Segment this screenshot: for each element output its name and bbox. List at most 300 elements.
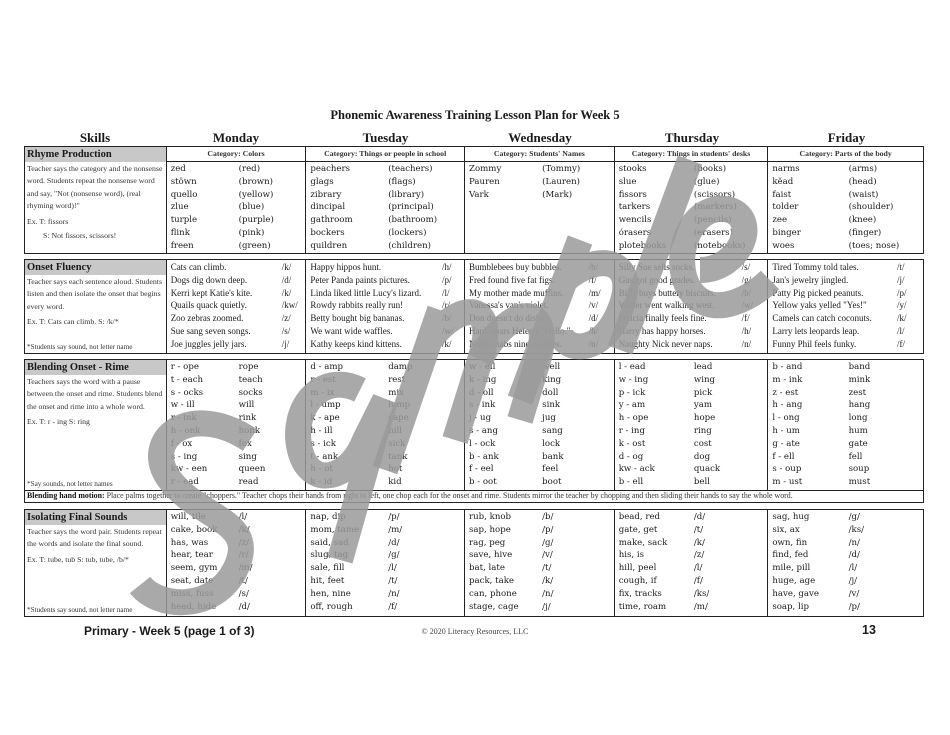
item-prompt: make, sack <box>618 537 668 548</box>
list-item <box>171 511 302 524</box>
item-prompt: freen <box>170 240 194 251</box>
item-prompt: Felicia finally feels fine. <box>618 313 707 324</box>
item-answer: /k/ <box>238 524 250 535</box>
list-item <box>469 361 610 374</box>
skill-example: Ex. T: r - ing S: ring <box>27 417 90 427</box>
item-prompt: Peter Panda paints pictures. <box>310 274 410 285</box>
day-cell-tuesday <box>306 360 465 490</box>
list-item <box>772 227 919 240</box>
item-prompt: rag, peg <box>469 537 506 548</box>
category-label: Category: Students' Names <box>465 147 614 162</box>
item-prompt: z - est <box>772 387 799 398</box>
item-prompt: Linda liked little Lucy's lizard. <box>310 287 422 298</box>
item-prompt: own, fin <box>772 537 808 548</box>
list-item <box>619 325 764 338</box>
item-prompt: tarkers <box>618 202 651 213</box>
item-answer: band <box>848 362 871 372</box>
item-prompt: Hank hears Helen's "Hello." <box>469 325 571 336</box>
list-item <box>619 227 764 240</box>
item-answer: rope <box>238 362 259 372</box>
item-answer: dog <box>693 451 711 462</box>
item-answer: lead <box>693 362 713 372</box>
list-item <box>772 511 919 524</box>
item-prompt: Fred found five fat figs. <box>469 274 555 285</box>
list-item <box>619 361 764 374</box>
list-item <box>310 299 460 312</box>
list-item <box>619 163 764 176</box>
item-prompt: We want wide waffles. <box>310 325 393 336</box>
item-prompt: y - am <box>618 400 646 411</box>
list-item <box>171 451 302 464</box>
item-answer: /z/ <box>238 537 249 548</box>
item-prompt: fix, tracks <box>618 588 662 599</box>
list-item <box>772 387 919 400</box>
list-item <box>469 524 610 537</box>
list-item <box>171 287 302 300</box>
list-item <box>469 438 610 451</box>
item-prompt: turple <box>170 215 198 226</box>
item-answer: /d/ <box>388 537 400 548</box>
item-answer: (shoulder) <box>848 202 894 213</box>
day-cell-monday <box>167 147 307 253</box>
skill-description: Teachers says the word with a pause between the onset and rime. Students blend the onset and rime into a whole word. <box>27 377 163 411</box>
list-item <box>772 374 919 387</box>
item-answer: /w/ <box>741 300 754 311</box>
item-answer: /n/ <box>848 537 860 548</box>
word-list <box>615 260 768 352</box>
day-cell-tuesday <box>306 260 465 353</box>
item-prompt: f - eel <box>469 464 494 475</box>
day-cell-wednesday <box>465 510 615 616</box>
list-item <box>310 463 460 476</box>
item-prompt: huge, age <box>772 575 816 586</box>
item-answer: (toes; nose) <box>848 240 900 251</box>
list-item <box>310 240 460 253</box>
item-prompt: h - ope <box>618 413 649 424</box>
header-thursday: Thursday <box>664 130 720 145</box>
word-list <box>167 260 306 352</box>
list-item <box>310 412 460 425</box>
list-item <box>619 438 764 451</box>
item-answer: /m/ <box>238 563 253 574</box>
list-item <box>469 451 610 464</box>
item-prompt: m - ust <box>772 477 803 488</box>
item-prompt: mom, tame <box>310 524 360 535</box>
item-answer: /k/ <box>897 313 907 324</box>
list-item <box>310 537 460 550</box>
item-prompt: órasers <box>618 227 652 238</box>
item-prompt: m - ix <box>310 387 335 398</box>
item-prompt: Funny Phil feels funky. <box>772 338 857 349</box>
item-prompt: six, ax <box>772 524 800 535</box>
item-answer: (flags) <box>388 176 416 187</box>
item-answer: /w/ <box>442 325 454 336</box>
item-answer: (green) <box>238 240 271 251</box>
list-item <box>772 399 919 412</box>
item-prompt: flink <box>170 227 190 238</box>
item-prompt: Silly Sue sells socks. <box>618 262 695 272</box>
item-answer: /g/ <box>848 512 860 522</box>
item-prompt: k - ape <box>310 413 340 424</box>
item-prompt: Quails quack quietly. <box>170 300 247 311</box>
item-prompt: Tired Tommy told tales. <box>772 262 859 272</box>
list-item <box>171 176 302 189</box>
item-answer: /b/ <box>741 287 752 298</box>
item-prompt: s - ocks <box>170 387 204 398</box>
word-list <box>768 510 923 614</box>
item-prompt: Patty Pig picked peanuts. <box>772 287 864 298</box>
item-answer: queen <box>238 464 266 475</box>
day-cell-friday <box>768 147 923 253</box>
item-answer: sing <box>238 451 257 462</box>
word-list <box>465 360 614 490</box>
item-prompt: Billy buys buttery biscuits. <box>618 287 716 298</box>
skill-cell <box>25 510 167 616</box>
list-item <box>171 274 302 287</box>
word-list <box>167 162 306 254</box>
item-answer: /f/ <box>693 575 703 586</box>
item-prompt: d - og <box>618 451 644 462</box>
item-answer: /m/ <box>588 287 601 298</box>
item-answer: (head) <box>848 176 877 187</box>
item-answer: (lockers) <box>388 227 427 238</box>
item-answer: /k/ <box>281 287 292 298</box>
page-title: Phonemic Awareness Training Lesson Plan for Week 5 <box>330 108 620 122</box>
item-prompt: s - ink <box>469 400 496 411</box>
list-item <box>469 537 610 550</box>
item-prompt: soap, lip <box>772 601 810 612</box>
list-item <box>469 601 610 614</box>
list-item <box>619 451 764 464</box>
header-skills: Skills <box>79 130 111 145</box>
skill-cell <box>25 147 167 253</box>
item-answer: /d/ <box>588 313 599 324</box>
item-prompt: kw - ack <box>618 464 655 475</box>
item-answer: (Lauren) <box>542 176 580 187</box>
item-answer: quack <box>693 464 721 475</box>
day-cell-thursday <box>615 510 769 616</box>
item-prompt: Yellow yaks yelled "Yes!" <box>772 300 867 311</box>
item-prompt: h - ot <box>310 464 333 475</box>
item-answer: (Mark) <box>542 189 573 200</box>
item-prompt: w - ell <box>469 362 496 372</box>
item-answer: (Tommy) <box>542 164 581 174</box>
item-prompt: narms <box>772 164 800 174</box>
skill-example: Ex. T: Cats can climb. S: /k/* <box>27 317 119 327</box>
item-answer: socks <box>238 387 263 398</box>
word-list <box>306 260 464 352</box>
skill-title: Isolating Final Sounds <box>25 510 166 525</box>
list-item <box>619 176 764 189</box>
item-prompt: d - oll <box>469 387 494 398</box>
list-item <box>171 476 302 489</box>
list-item <box>171 537 302 550</box>
item-prompt: pack, take <box>469 575 514 586</box>
list-item <box>310 338 460 351</box>
item-prompt: f - ell <box>772 451 795 462</box>
list-item <box>619 524 764 537</box>
item-answer: pick <box>693 387 713 398</box>
item-prompt: will, tile <box>170 512 206 522</box>
item-answer: (waist) <box>848 189 879 200</box>
item-answer: (bathroom) <box>388 215 438 226</box>
list-item <box>772 601 919 614</box>
word-list <box>167 510 306 614</box>
list-item <box>310 261 460 274</box>
item-answer: hum <box>848 425 868 436</box>
list-item <box>171 374 302 387</box>
list-item <box>469 476 610 489</box>
item-prompt: mile, pill <box>772 563 811 574</box>
item-answer: hope <box>693 413 716 424</box>
list-item <box>619 299 764 312</box>
item-prompt: kw - een <box>170 464 208 475</box>
item-answer: king <box>542 374 562 385</box>
item-answer: (notebooks) <box>693 240 746 251</box>
item-answer: wing <box>693 374 716 385</box>
category-label: Category: Parts of the body <box>768 147 923 162</box>
list-item <box>171 575 302 588</box>
item-prompt: Dogs dig down deep. <box>170 274 248 285</box>
list-item <box>619 476 764 489</box>
list-item <box>310 361 460 374</box>
item-prompt: Jan's jewelry jingled. <box>772 274 849 285</box>
word-list <box>306 162 464 254</box>
item-answer: /f/ <box>741 313 750 324</box>
item-prompt: miss, fuss <box>170 588 214 599</box>
day-cell-wednesday <box>465 360 615 490</box>
day-cell-thursday <box>615 147 769 253</box>
item-answer: well <box>542 362 561 372</box>
item-answer: /k/ <box>693 537 705 548</box>
list-item <box>772 163 919 176</box>
item-prompt: l - ong <box>772 413 800 424</box>
item-answer: hang <box>848 400 871 411</box>
item-answer: /k/ <box>542 575 554 586</box>
item-answer: /h/ <box>741 325 752 336</box>
skill-example: Ex. T: tube, tub S: tub, tube, /b/* <box>27 554 129 564</box>
footer-page-number: 13 <box>862 623 876 637</box>
day-cell-friday <box>768 260 923 353</box>
skill-example: Ex. T: fissors <box>27 216 69 226</box>
item-answer: /d/ <box>238 601 250 612</box>
list-item <box>772 575 919 588</box>
skill-title: Blending Onset - Rime <box>25 360 166 375</box>
item-prompt: f - ox <box>170 438 193 449</box>
list-item <box>171 338 302 351</box>
day-cell-thursday <box>615 360 769 490</box>
list-item <box>171 601 302 614</box>
item-prompt: h - onk <box>170 425 201 436</box>
list-item <box>310 387 460 400</box>
list-item <box>310 214 460 227</box>
list-item <box>772 261 919 274</box>
item-answer: /m/ <box>693 601 708 612</box>
item-prompt: zed <box>170 164 186 174</box>
list-item <box>171 361 302 374</box>
item-prompt: r - ope <box>170 362 199 372</box>
item-answer: (yellow) <box>238 189 274 200</box>
item-prompt: s - ang <box>469 425 498 436</box>
item-answer: soup <box>848 464 870 475</box>
day-cell-tuesday <box>306 510 465 616</box>
item-answer: /f/ <box>388 601 398 612</box>
item-prompt: p - ick <box>618 387 646 398</box>
item-answer: sang <box>542 425 563 436</box>
list-item <box>772 412 919 425</box>
item-prompt: l - ump <box>310 400 341 411</box>
list-item <box>772 240 919 253</box>
item-prompt: b - and <box>772 362 803 372</box>
list-item <box>171 463 302 476</box>
list-item <box>469 399 610 412</box>
list-item <box>171 240 302 253</box>
item-answer: (red) <box>238 164 261 174</box>
list-item <box>772 549 919 562</box>
list-item <box>619 201 764 214</box>
list-item <box>469 163 610 176</box>
item-answer: /n/ <box>741 338 752 349</box>
list-item <box>469 562 610 575</box>
item-answer: (principal) <box>388 202 434 213</box>
list-item <box>310 549 460 562</box>
list-item <box>772 201 919 214</box>
day-cell-monday <box>167 510 307 616</box>
category-label: Category: Things or people in school <box>306 147 464 162</box>
category-label: Category: Things in students' desks <box>615 147 768 162</box>
list-item <box>772 451 919 464</box>
item-prompt: kĕad <box>772 176 794 187</box>
item-answer: cape <box>388 413 409 424</box>
item-prompt: can, phone <box>469 588 517 599</box>
item-prompt: peachers <box>310 164 351 174</box>
item-prompt: wencils <box>618 215 652 226</box>
list-item <box>619 214 764 227</box>
list-item <box>469 575 610 588</box>
item-answer: /kw/ <box>281 300 298 311</box>
item-prompt: seem, gym <box>170 563 218 574</box>
item-answer: tank <box>388 451 408 462</box>
item-answer: (scissors) <box>693 189 736 200</box>
item-answer: jug <box>542 413 556 424</box>
item-answer: /t/ <box>897 262 905 272</box>
item-prompt: binger <box>772 227 801 238</box>
item-answer: teach <box>238 374 263 385</box>
item-answer: (pink) <box>238 227 265 238</box>
column-headers <box>24 130 925 146</box>
item-prompt: Betty bought big bananas. <box>310 313 405 324</box>
item-prompt: cake, book <box>170 524 218 535</box>
item-answer: honk <box>238 425 261 436</box>
footer-week-label: Primary - Week 5 (page 1 of 3) <box>84 624 255 638</box>
item-answer: fox <box>238 438 252 449</box>
item-prompt: r - ead <box>170 477 199 488</box>
list-item <box>619 562 764 575</box>
list-item <box>310 476 460 489</box>
item-prompt: quildren <box>310 240 348 251</box>
item-answer: fell <box>848 451 863 462</box>
list-item <box>772 588 919 601</box>
item-prompt: Kathy keeps kind kittens. <box>310 338 402 349</box>
item-answer: /l/ <box>848 563 858 574</box>
list-item <box>171 201 302 214</box>
skill-description: Teacher says each sentence aloud. Students listen and then isolate the onset that begins every word. <box>27 277 162 311</box>
list-item <box>469 274 610 287</box>
item-prompt: t - each <box>170 374 204 385</box>
list-item <box>171 261 302 274</box>
item-prompt: Joe juggles jelly jars. <box>170 338 247 349</box>
word-list <box>465 260 614 352</box>
item-prompt: m - ink <box>772 374 803 385</box>
item-prompt: Bumblebees buy bubbles. <box>469 262 562 272</box>
item-prompt: save, hive <box>469 550 513 561</box>
list-item <box>619 537 764 550</box>
list-item <box>171 438 302 451</box>
list-item <box>469 387 610 400</box>
item-prompt: sap, hope <box>469 524 511 535</box>
item-answer: gate <box>848 438 868 449</box>
item-answer: ring <box>693 425 712 436</box>
item-prompt: gate, get <box>618 524 658 535</box>
list-item <box>772 274 919 287</box>
list-item <box>171 562 302 575</box>
item-prompt: r - est <box>310 374 336 385</box>
item-prompt: slue <box>618 176 637 187</box>
item-prompt: k - id <box>310 477 333 488</box>
list-item <box>310 511 460 524</box>
item-answer: mink <box>848 374 871 385</box>
item-answer: kid <box>388 477 402 488</box>
list-item <box>619 412 764 425</box>
item-prompt: zee <box>772 215 788 226</box>
item-prompt: stage, cage <box>469 601 519 612</box>
list-item <box>772 476 919 489</box>
item-prompt: b - ell <box>618 477 644 488</box>
item-answer: /b/ <box>442 313 452 324</box>
list-item <box>772 463 919 476</box>
list-item <box>310 163 460 176</box>
word-list <box>768 260 923 352</box>
item-answer: hot <box>388 464 403 475</box>
item-answer: (library) <box>388 189 425 200</box>
item-answer: /f/ <box>588 274 597 285</box>
item-answer: /n/ <box>588 338 599 349</box>
item-answer: doll <box>542 387 559 398</box>
item-answer: /p/ <box>388 512 400 522</box>
list-item <box>772 562 919 575</box>
word-list <box>615 510 768 614</box>
item-answer: /g/ <box>741 274 752 285</box>
item-prompt: glags <box>310 176 334 187</box>
list-item <box>619 261 764 274</box>
item-answer: zest <box>848 387 867 398</box>
list-item <box>310 176 460 189</box>
item-prompt: hen, nine <box>310 588 351 599</box>
list-item <box>310 274 460 287</box>
list-item <box>469 511 610 524</box>
list-item <box>171 549 302 562</box>
item-answer: /l/ <box>897 325 905 336</box>
list-item <box>772 524 919 537</box>
list-item <box>310 524 460 537</box>
item-prompt: h - ill <box>310 425 333 436</box>
list-item <box>772 299 919 312</box>
list-item <box>310 451 460 464</box>
item-answer: /l/ <box>238 512 248 522</box>
item-answer: /p/ <box>848 601 860 612</box>
skill-note: *Students say sound, not letter name <box>27 343 133 351</box>
list-item <box>619 374 764 387</box>
